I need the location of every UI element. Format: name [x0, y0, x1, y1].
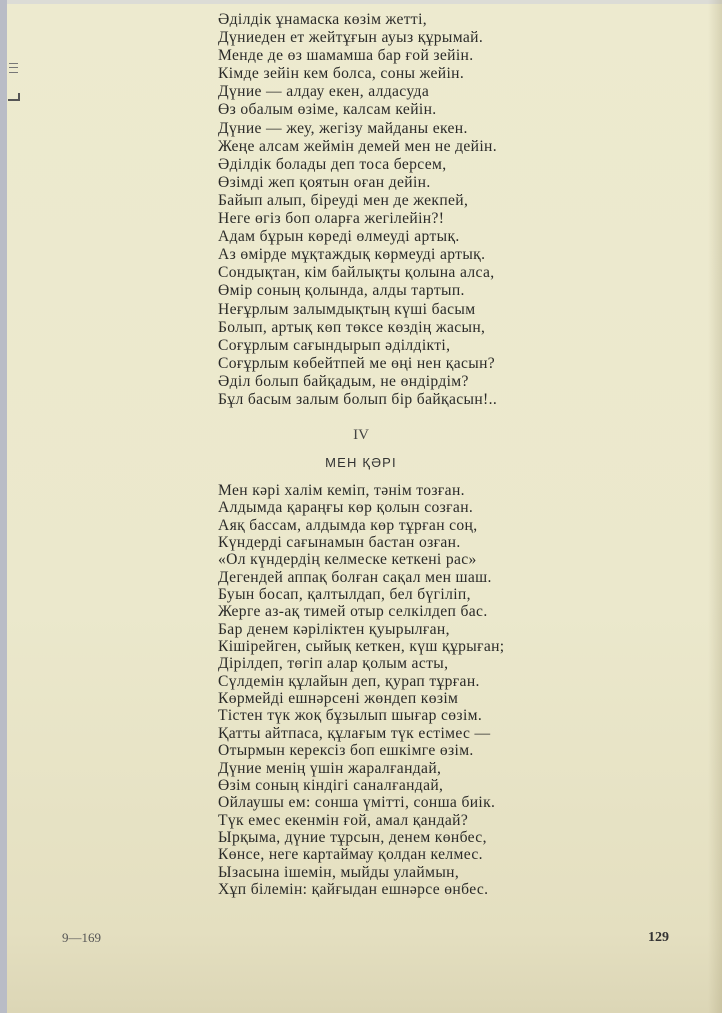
poem-line: Аз өмірде мұқтаждық көрмеуді артық.	[218, 246, 486, 264]
poem-line: Соғұрлым сағындырып әділдікті,	[218, 336, 451, 354]
margin-mark-icon	[9, 63, 18, 73]
poem-line: Мен кәрі халім кеміп, тәнім тозған.	[218, 482, 465, 499]
poem-line: Әділдік болады деп тоса берсем,	[218, 155, 447, 173]
poem-line: Кішірейген, сыйық кеткен, күш құрыған;	[218, 638, 505, 656]
margin-corner-mark-icon	[8, 93, 20, 101]
poem-line: Аяқ бассам, алдымда көр тұрған соң,	[218, 516, 478, 534]
printer-signature-mark: 9—169	[62, 930, 101, 945]
poem-stanza-2	[218, 482, 504, 898]
poem-line: Ызасына ішемін, мыйды улаймын,	[218, 863, 460, 881]
poem-line: Дүние менің үшін жаралғандай,	[218, 759, 442, 777]
poem-line: Күндерді сағынамын бастан озған.	[218, 534, 461, 552]
poem-line: Отырмын керексіз боп ешкімге өзім.	[218, 742, 474, 760]
poem-line: Соғұрлым көбейтпей ме өңі нен қасын?	[218, 354, 496, 372]
poem-line: Бар денем кәріліктен қуырылған,	[218, 620, 450, 638]
poem-line: Ойлаушы ем: сонша үмітті, сонша биік.	[218, 794, 496, 812]
poem-stanza-1	[218, 11, 497, 409]
page-number: 129	[648, 930, 669, 945]
poem-line: Буын босап, қалтылдап, бел бүгіліп,	[218, 586, 471, 604]
poem-line: Өзім соның кіндігі саналғандай,	[218, 776, 444, 794]
poem-line: Көнсе, неге картаймау қолдан келмес.	[218, 846, 483, 864]
poem-line: Адам бұрын көреді өлмеуді артық.	[218, 228, 460, 246]
section-title: МЕН ҚӘРІ	[325, 455, 397, 470]
poem-line: Байып алып, біреуді мен де жекпей,	[218, 191, 469, 209]
poem-line: Өзімді жеп қоятын оған дейін.	[218, 173, 431, 191]
poem-line: Әділ болып байқадым, не өндірдім?	[218, 372, 469, 390]
poem-line: Түк емес екенмін ғой, амал қандай?	[218, 811, 469, 829]
poem-line: Әділдік ұнамаска көзім жетті,	[218, 11, 428, 28]
poem-line: Өмір соның қолында, алды тартып.	[218, 282, 465, 300]
poem-line: Кімде зейін кем болса, соны жейін.	[218, 65, 465, 83]
poem-line: Сүлдемін құлайын деп, қурап тұрған.	[218, 672, 480, 690]
poem-line: Неге өгіз боп оларға жегілейін?!	[218, 210, 445, 228]
scan-top-edge	[0, 0, 722, 4]
poem-line: Дүние — жеу, жегізу майданы екен.	[218, 119, 468, 137]
poem-line: Дүние — алдау екен, алдасуда	[218, 83, 430, 101]
poem-line: «Ол күндердің келмеске кеткені рас»	[218, 551, 477, 569]
poem-line: Алдымда қараңғы көр қолын созған.	[218, 499, 474, 517]
poem-line: Дегендей аппақ болған сақал мен шаш.	[218, 568, 492, 586]
poem-line: Тістен түк жоқ бұзылып шығар сөзім.	[218, 707, 483, 725]
scan-left-edge	[0, 0, 7, 1013]
section-number: IV	[353, 427, 369, 443]
poem-line: Сондықтан, кім байлықты қолына алса,	[218, 264, 495, 282]
poem-line: Қатты айтпаса, құлағым түк естімес —	[218, 724, 491, 742]
poem-line: Жерге аз-ақ тимей отыр селкілдеп бас.	[218, 603, 488, 621]
poem-line: Хұп білемін: қайғыдан ешнәрсе өнбес.	[218, 880, 489, 898]
poem-line: Дүниеден ет жейтұғын ауыз құрымай.	[218, 29, 484, 47]
poem-line: Бұл басым залым болып бір байқасын!..	[218, 390, 498, 408]
poem-line: Ырқыма, дүние тұрсын, денем көнбес,	[218, 828, 487, 846]
poem-line: Болып, артық көп төксе көздің жасын,	[218, 318, 486, 336]
poem-line: Неғұрлым залымдықтың күші басым	[218, 300, 476, 318]
poem-line: Дірілдеп, төгіп алар қолым асты,	[218, 655, 449, 673]
poem-line: Өз обалым өзіме, калсам кейін.	[218, 101, 437, 119]
poem-line: Менде де өз шамамша бар ғой зейін.	[218, 47, 474, 65]
page-shadow	[708, 0, 722, 1013]
poem-line: Көрмейді ешнәрсені жөндеп көзім	[218, 690, 459, 708]
poem-line: Жеңе алсам жеймін демей мен не дейін.	[218, 137, 497, 155]
